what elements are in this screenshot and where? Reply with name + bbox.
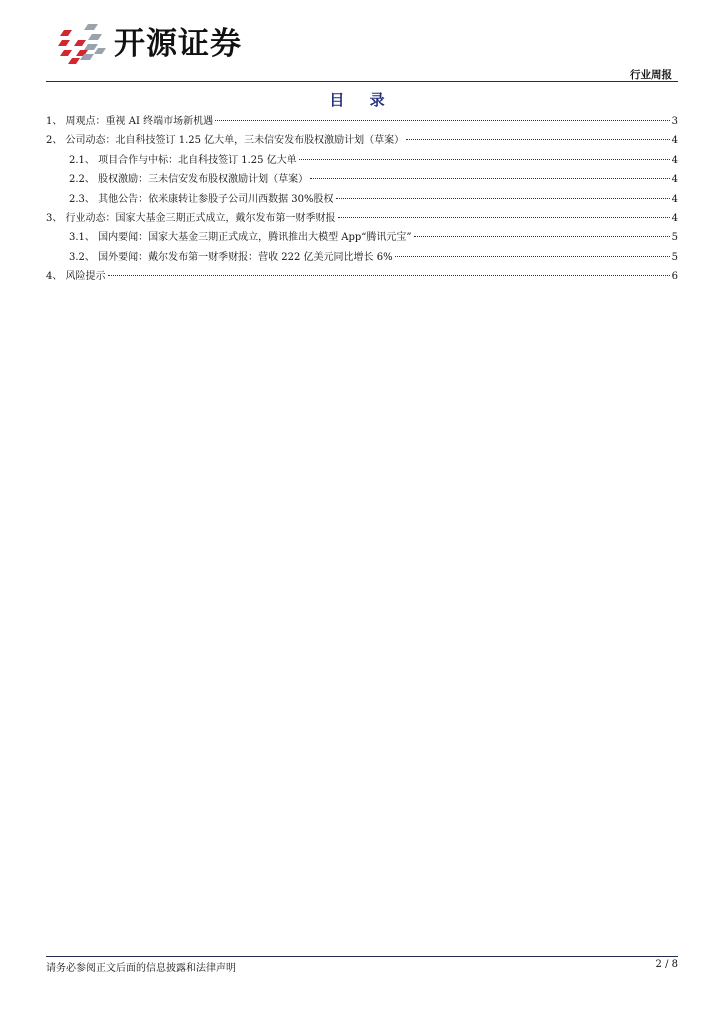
company-logo xyxy=(58,22,242,66)
footer-divider xyxy=(46,956,678,957)
toc-leader-dots xyxy=(406,139,669,140)
report-type-label: 行业周报 xyxy=(630,69,672,81)
toc-subentry[interactable] xyxy=(46,170,678,189)
table-of-contents xyxy=(46,112,678,287)
toc-entry-page: 4 xyxy=(671,174,678,186)
toc-entry-label: 3、 行业动态：国家大基金三期正式成立，戴尔发布第一财季财报 xyxy=(46,212,336,224)
toc-title: 目 录 xyxy=(329,91,395,109)
toc-leader-dots xyxy=(310,178,670,179)
toc-entry-label: 4、 风险提示 xyxy=(46,271,106,283)
toc-entry-label: 3.2、 国外要闻：戴尔发布第一财季财报：营收 222 亿美元同比增长 6% xyxy=(69,251,393,263)
toc-entry[interactable] xyxy=(46,267,678,286)
toc-subentry[interactable] xyxy=(46,248,678,267)
toc-subentry[interactable] xyxy=(46,190,678,209)
toc-entry[interactable] xyxy=(46,209,678,228)
toc-entry-page: 6 xyxy=(671,271,678,283)
toc-entry-label: 3.1、 国内要闻：国家大基金三期正式成立，腾讯推出大模型 App“腾讯元宝” xyxy=(69,232,412,244)
page-number: 2 / 8 xyxy=(655,959,678,970)
toc-leader-dots xyxy=(395,256,670,257)
toc-entry[interactable] xyxy=(46,131,678,150)
toc-entry-page: 4 xyxy=(671,154,678,166)
toc-entry-page: 3 xyxy=(671,116,678,127)
toc-entry-label: 1、 周观点：重视 AI 终端市场新机遇 xyxy=(46,116,214,127)
toc-entry-page: 4 xyxy=(671,212,678,224)
toc-entry[interactable] xyxy=(46,112,678,131)
toc-entry-label: 2、 公司动态：北自科技签订 1.25 亿大单，三未信安发布股权激励计划（草案） xyxy=(46,135,405,147)
toc-entry-page: 5 xyxy=(671,251,678,263)
toc-leader-dots xyxy=(414,236,670,237)
toc-leader-dots xyxy=(338,217,670,218)
toc-entry-page: 4 xyxy=(671,193,678,205)
kaiyuan-logo-icon xyxy=(58,22,108,66)
toc-subentry[interactable] xyxy=(46,228,678,247)
toc-leader-dots xyxy=(215,120,670,121)
toc-leader-dots xyxy=(299,159,670,160)
header-divider xyxy=(46,81,678,82)
toc-entry-page: 5 xyxy=(671,232,678,244)
toc-subentry[interactable] xyxy=(46,151,678,170)
toc-leader-dots xyxy=(336,198,670,199)
toc-entry-label: 2.2、 股权激励：三未信安发布股权激励计划（草案） xyxy=(69,174,309,186)
toc-entry-page: 4 xyxy=(671,135,678,147)
toc-entry-label: 2.1、 项目合作与中标：北自科技签订 1.25 亿大单 xyxy=(69,154,297,166)
footer-disclaimer: 请务必参阅正文后面的信息披露和法律声明 xyxy=(46,963,236,974)
toc-leader-dots xyxy=(108,275,670,276)
company-name: 开源证券 xyxy=(114,26,242,62)
toc-entry-label: 2.3、 其他公告：依米康转让参股子公司川西数据 30%股权 xyxy=(69,193,334,205)
